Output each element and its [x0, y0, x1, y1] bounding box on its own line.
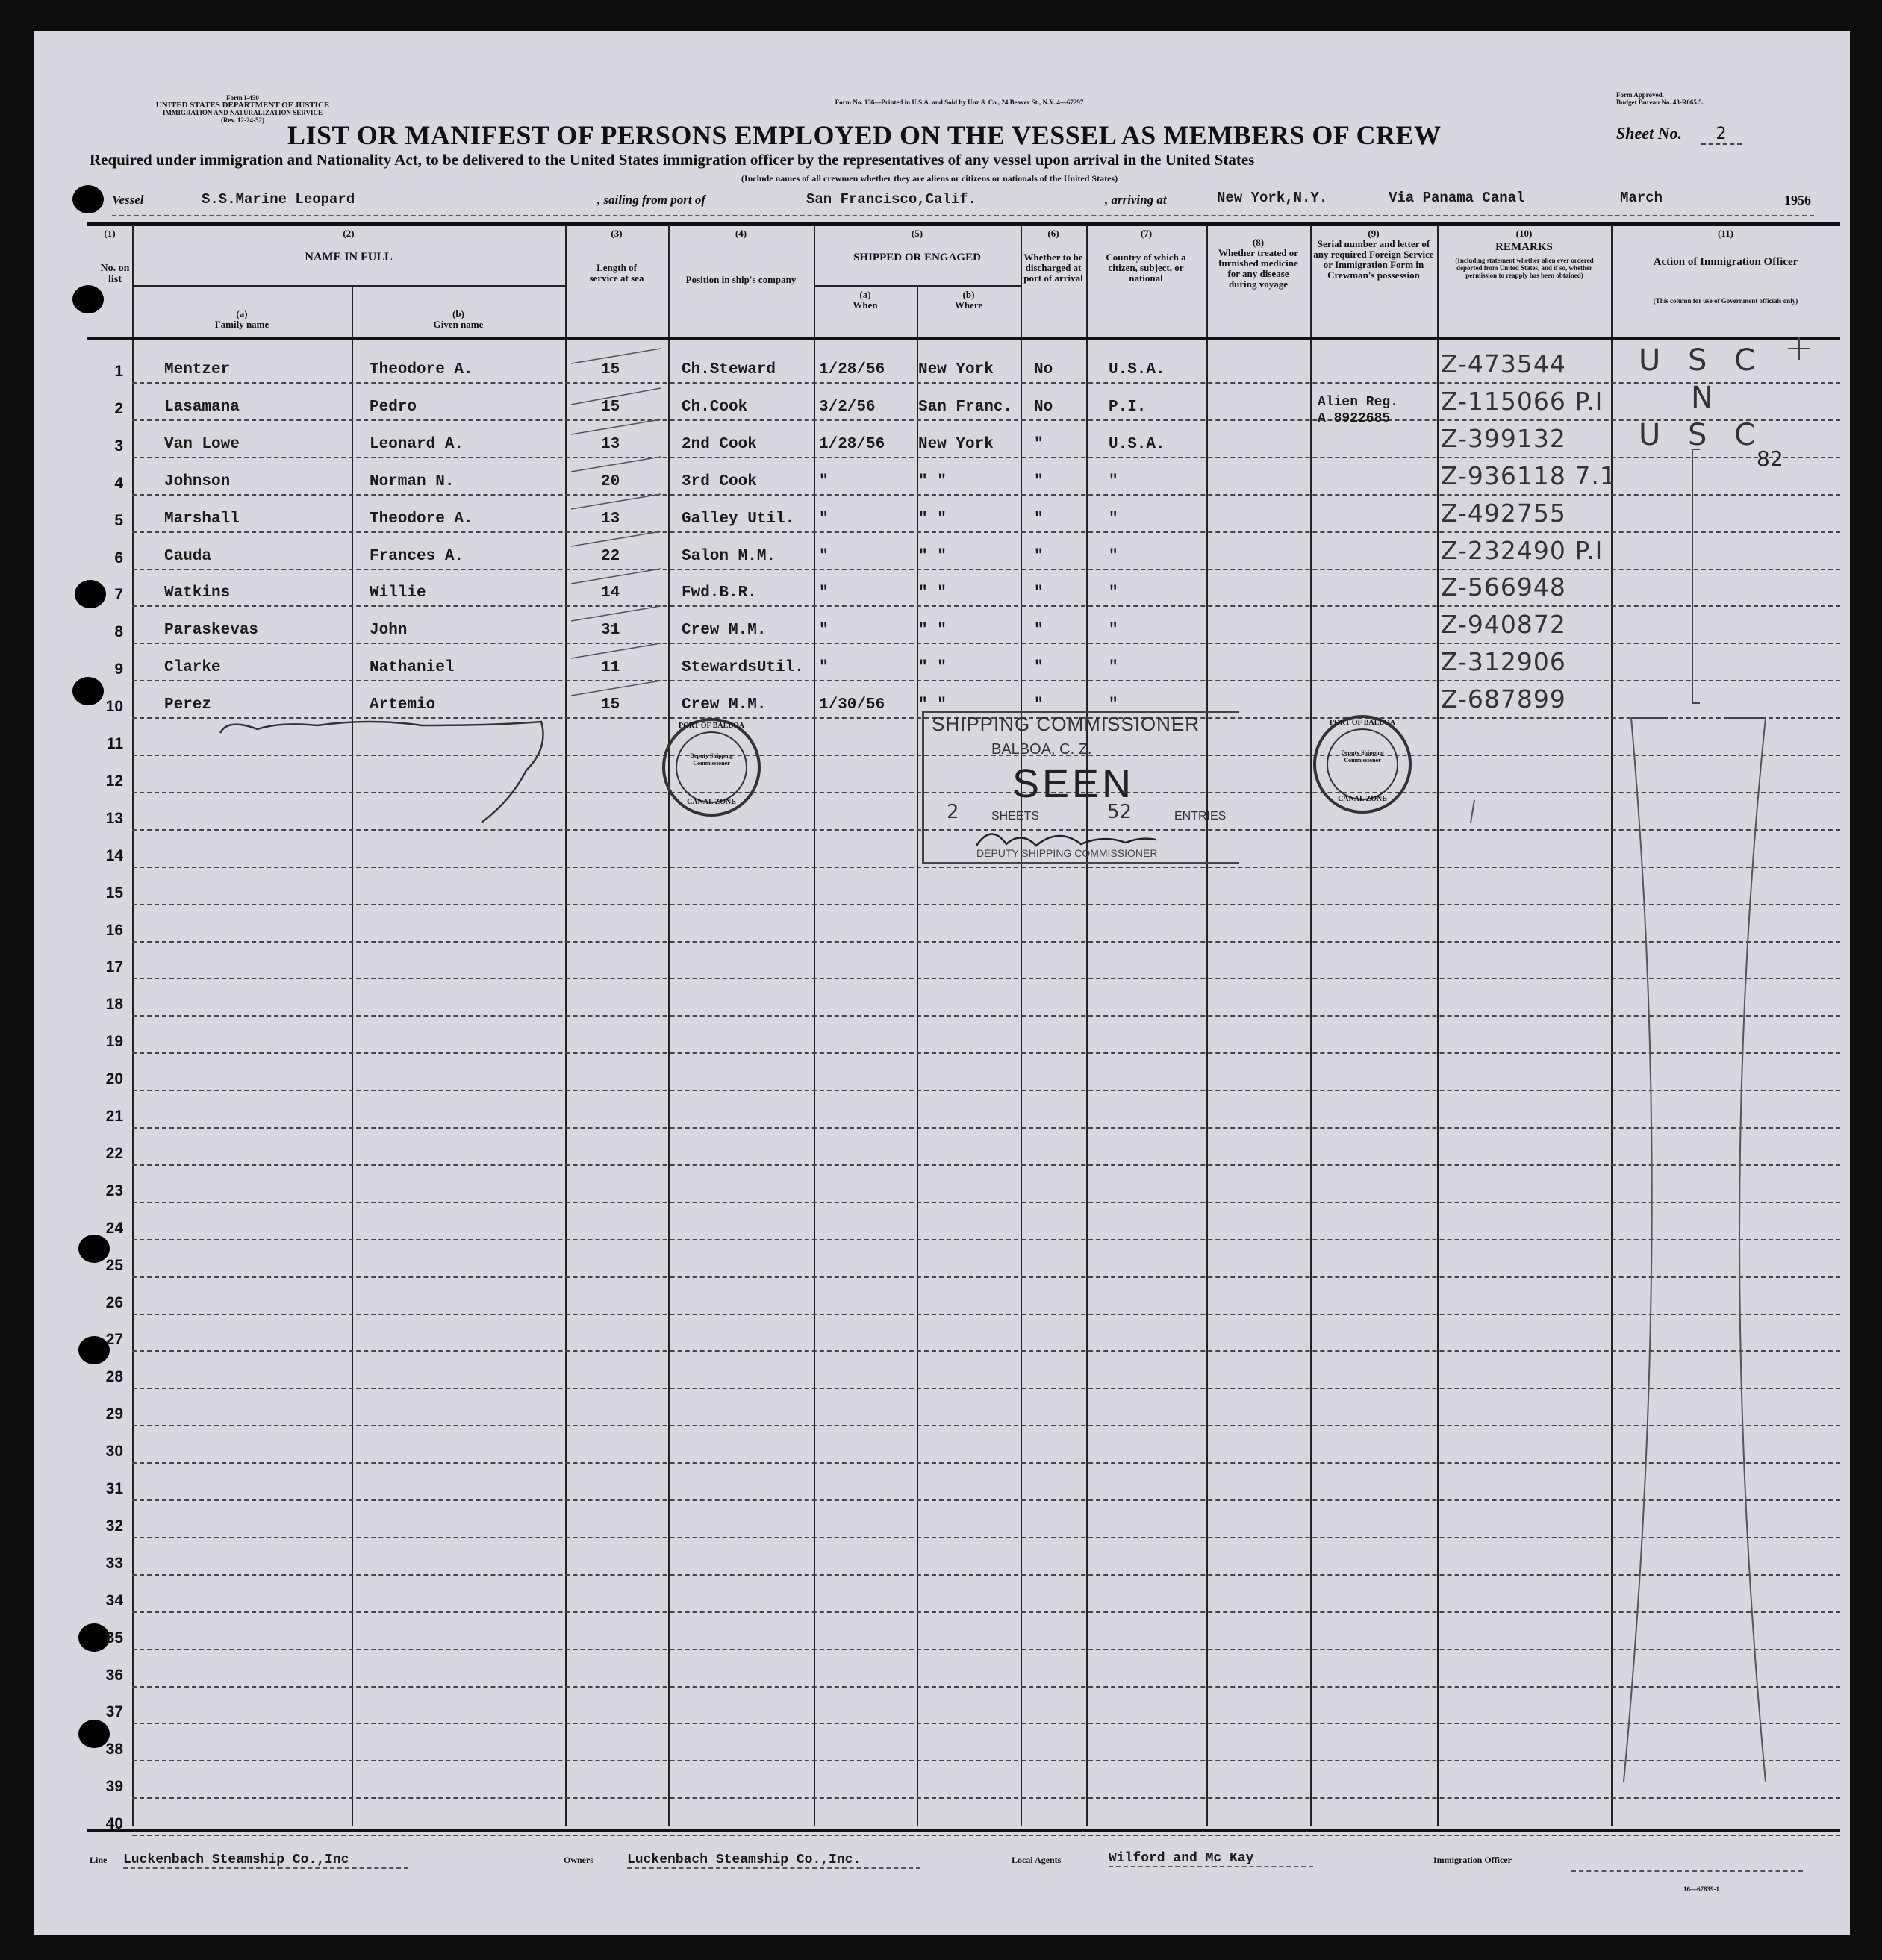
col9-number: (9)	[1368, 228, 1380, 239]
row-number: 19	[105, 1033, 123, 1051]
cell-service: 14	[601, 584, 620, 602]
cell-remark: Z-312906	[1441, 647, 1566, 677]
col1-header: No. on list	[100, 263, 130, 285]
commissioner-title: SHIPPING COMMISSIONER	[932, 713, 1200, 735]
arriving-at: New York,N.Y.	[1217, 190, 1328, 206]
row-number: 38	[105, 1741, 123, 1758]
row-number: 28	[105, 1368, 123, 1386]
cell-when: "	[819, 472, 829, 490]
sheets-label: SHEETS	[991, 810, 1040, 823]
cell-position: Ch.Cook	[682, 398, 748, 416]
cell-family: Marshall	[164, 510, 240, 528]
cell-where: San Franc.	[918, 398, 1013, 416]
stamp-middle-text: Deputy Shipping Commissioner	[1341, 749, 1384, 764]
col2b-header: (b) Given name	[433, 308, 484, 330]
cell-service: 20	[601, 472, 620, 490]
shipping-commissioner-stamp	[922, 711, 1239, 864]
col10-header: REMARKS	[1495, 241, 1553, 253]
cell-when: 1/28/56	[819, 435, 885, 453]
col8-header: Whether treated or furnished medicine for any disease during voyage	[1218, 247, 1299, 290]
cell-family: Clarke	[164, 659, 221, 677]
cell-service: 13	[601, 510, 620, 528]
cell-when: "	[819, 584, 829, 602]
row-number: 39	[105, 1778, 123, 1796]
cell-family: Cauda	[164, 547, 212, 565]
cell-given: John	[370, 622, 408, 640]
sheets-value: 2	[947, 801, 959, 823]
cell-country: "	[1109, 510, 1118, 528]
row-number: 35	[105, 1629, 123, 1647]
col3-number: (3)	[611, 228, 623, 239]
cell-discharged: "	[1034, 435, 1044, 453]
margin-note: 82	[1757, 446, 1783, 471]
cell-where: " "	[918, 659, 947, 677]
cell-family: Watkins	[164, 584, 231, 602]
row-number: 4	[114, 474, 123, 492]
col2-header: NAME IN FULL	[305, 251, 393, 263]
cell-country: U.S.A.	[1109, 361, 1165, 378]
row-number: 11	[106, 735, 123, 752]
row-number: 1	[114, 363, 123, 380]
row-number: 16	[105, 921, 123, 939]
form-code: 16—67839-1	[1683, 1885, 1719, 1893]
row-number: 40	[105, 1815, 123, 1833]
col10-note: (Including statement whether alien ever ordered deported from United States, and if so, whether permission to reapply has been obtained)	[1455, 257, 1594, 279]
col5-number: (5)	[911, 228, 923, 239]
row-number: 32	[105, 1517, 123, 1535]
cell-given: Theodore A.	[370, 361, 473, 378]
revision-date: (Rev. 12-24-52)	[221, 116, 264, 124]
subtitle: Required under immigration and Nationality Act, to be delivered to the United States immigration officer by the representatives of any vessel upon arrival in the United States	[90, 151, 1255, 169]
officer-label: Immigration Officer	[1433, 1855, 1512, 1865]
cell-remark: Z-473544	[1441, 349, 1566, 378]
cell-when: "	[819, 547, 829, 565]
arriving-label: , arriving at	[1105, 193, 1167, 207]
cell-family: Mentzer	[164, 361, 231, 378]
cell-serial: Alien Reg. A 8922685	[1318, 394, 1399, 426]
col7-number: (7)	[1140, 228, 1153, 239]
subnote: (Include names of all crewmen whether they are aliens or citizens or nationals of the United States)	[741, 173, 1118, 184]
cell-remark: Z-936118 7.1	[1441, 461, 1616, 490]
cell-country: "	[1109, 622, 1118, 640]
cell-discharged: "	[1034, 472, 1044, 490]
sheet-number-label: Sheet No.	[1616, 124, 1682, 143]
cell-remark: Z-115066 P.I	[1441, 386, 1604, 416]
cell-position: 3rd Cook	[682, 472, 757, 490]
cell-discharged: "	[1034, 659, 1044, 677]
officer-line	[1571, 1870, 1803, 1872]
row-number: 36	[105, 1666, 123, 1684]
owners-label: Owners	[564, 1855, 593, 1865]
col5-header: SHIPPED OR ENGAGED	[853, 252, 981, 263]
row-number: 20	[105, 1070, 123, 1088]
footer-line	[90, 1853, 1807, 1875]
cell-country: "	[1109, 584, 1118, 602]
row-number: 24	[105, 1219, 123, 1237]
cell-service: 15	[601, 696, 620, 714]
sheet-number-value: 2	[1701, 125, 1742, 145]
entries-label: ENTRIES	[1174, 810, 1227, 823]
row-number: 31	[105, 1480, 123, 1497]
sailing-label: , sailing from port of	[597, 193, 705, 207]
cell-given: Theodore A.	[370, 510, 473, 528]
col2a-header: (a) Family name	[214, 308, 269, 330]
col8-number: (8)	[1252, 237, 1265, 248]
stamp-top-text: PORT OF BALBOA	[679, 722, 744, 730]
row-number: 17	[105, 958, 123, 976]
form-id: Form I-450	[226, 94, 259, 102]
row-number: 6	[114, 549, 123, 567]
col11-note: (This column for use of Government officials only)	[1653, 297, 1798, 305]
stamp-bottom-text: CANAL ZONE	[687, 798, 736, 806]
cell-country: "	[1109, 659, 1118, 677]
cell-country: P.I.	[1109, 398, 1147, 416]
col11-number: (11)	[1718, 228, 1733, 239]
cell-remark: Z-687899	[1441, 684, 1566, 714]
col5a-header: (a) When	[853, 289, 878, 310]
cell-when: 3/2/56	[819, 398, 876, 416]
stamp-top-text: PORT OF BALBOA	[1330, 719, 1395, 727]
row-number: 30	[105, 1443, 123, 1461]
cell-given: Norman N.	[370, 472, 455, 490]
cell-when: 1/30/56	[819, 696, 885, 714]
cell-given: Willie	[370, 584, 426, 602]
cell-where: " "	[918, 584, 947, 602]
arrival-year: 1956	[1784, 193, 1811, 207]
cell-given: Artemio	[370, 696, 436, 714]
commissioner-seen: SEEN	[1012, 761, 1135, 806]
col6-header: Whether to be discharged at port of arrival	[1023, 252, 1083, 284]
vessel-label: Vessel	[112, 193, 144, 207]
cell-service: 31	[601, 622, 620, 640]
row-number: 23	[105, 1182, 123, 1199]
department-name: UNITED STATES DEPARTMENT OF JUSTICE	[155, 101, 330, 110]
row-number: 2	[114, 399, 123, 417]
row-number: 37	[105, 1703, 123, 1721]
cell-remark: Z-940872	[1441, 610, 1566, 640]
row-number: 29	[105, 1405, 123, 1423]
cell-country: U.S.A.	[1109, 435, 1165, 453]
page-title: LIST OR MANIFEST OF PERSONS EMPLOYED ON THE VESSEL AS MEMBERS OF CREW	[287, 120, 1442, 150]
row-number: 8	[114, 623, 123, 641]
row-number: 7	[114, 586, 123, 604]
sailing-from: San Francisco,Calif.	[806, 191, 977, 207]
owners-value: Luckenbach Steamship Co.,Inc.	[627, 1853, 920, 1869]
cell-where: " "	[918, 472, 947, 490]
cell-position: Galley Util.	[682, 510, 795, 528]
cell-remark: Z-399132	[1441, 423, 1566, 453]
row-number: 34	[105, 1591, 123, 1609]
col4-header: Position in ship's company	[685, 274, 797, 285]
cell-when: "	[819, 510, 829, 528]
stamp-bottom-text: CANAL ZONE	[1338, 795, 1387, 803]
cell-country: "	[1109, 547, 1118, 565]
row-number: 18	[105, 996, 123, 1014]
cell-discharged: No	[1034, 398, 1053, 416]
cell-remark: Z-566948	[1441, 572, 1566, 602]
commissioner-place: BALBOA, C. Z.	[991, 741, 1092, 758]
line-value: Luckenbach Steamship Co.,Inc	[123, 1853, 408, 1869]
cell-where: New York	[918, 435, 994, 453]
vessel-name: S.S.Marine Leopard	[202, 191, 355, 207]
col7-header: Country of which a citizen, subject, or national	[1106, 252, 1186, 284]
cell-family: Perez	[164, 696, 212, 714]
cell-when: "	[819, 622, 829, 640]
col5b-header: (b) Where	[954, 289, 983, 310]
cell-discharged: "	[1034, 547, 1044, 565]
row-number: 33	[105, 1554, 123, 1572]
row-number: 25	[105, 1256, 123, 1274]
cell-family: Lasamana	[164, 398, 240, 416]
row-number: 12	[105, 772, 123, 790]
cell-given: Pedro	[370, 398, 417, 416]
handwritten-marks	[34, 31, 1850, 1935]
cell-position: StewardsUtil.	[682, 659, 804, 677]
form-approved: Form Approved.	[1616, 91, 1664, 99]
cell-country: "	[1109, 696, 1118, 714]
col4-number: (4)	[735, 228, 747, 239]
service-name: IMMIGRATION AND NATURALIZATION SERVICE	[163, 109, 323, 116]
stamp-middle-text: Deputy Shipping Commissioner	[690, 752, 733, 767]
agents-value: Wilford and Mc Kay	[1109, 1851, 1313, 1867]
row-number: 22	[105, 1144, 123, 1162]
cell-discharged: "	[1034, 584, 1044, 602]
cell-discharged: "	[1034, 510, 1044, 528]
cell-position: Salon M.M.	[682, 547, 776, 565]
via-route: Via Panama Canal	[1389, 190, 1525, 206]
cell-position: Fwd.B.R.	[682, 584, 757, 602]
row-number: 26	[105, 1293, 123, 1311]
cell-when: "	[819, 659, 829, 677]
cell-country: "	[1109, 472, 1118, 490]
row-number: 21	[105, 1108, 123, 1125]
arrival-month: March	[1620, 190, 1663, 206]
budget-bureau: Budget Bureau No. 43-R065.5.	[1616, 99, 1704, 106]
cell-service: 13	[601, 435, 620, 453]
entries-value: 52	[1107, 801, 1132, 823]
cell-position: Crew M.M.	[682, 622, 767, 640]
cell-action: U S C	[1639, 417, 1765, 452]
cell-discharged: "	[1034, 696, 1044, 714]
cell-action: N	[1691, 380, 1722, 415]
cell-when: 1/28/56	[819, 361, 885, 378]
cell-position: Crew M.M.	[682, 696, 767, 714]
cell-where: " "	[918, 622, 947, 640]
agents-label: Local Agents	[1012, 1855, 1062, 1865]
cell-discharged: No	[1034, 361, 1053, 378]
row-number: 9	[114, 661, 123, 678]
cell-service: 15	[601, 398, 620, 416]
cell-remark: Z-232490 P.I	[1441, 535, 1604, 565]
row-number: 27	[105, 1331, 123, 1349]
cell-given: Frances A.	[370, 547, 464, 565]
col9-header: Serial number and letter of any required Foreign Service or Immigration Form in Crewman's possession	[1313, 238, 1434, 281]
cell-given: Nathaniel	[370, 659, 455, 677]
cell-where: " "	[918, 696, 947, 714]
cell-service: 11	[601, 659, 620, 677]
cell-service: 15	[601, 361, 620, 378]
col6-number: (6)	[1047, 228, 1059, 239]
cell-where: New York	[918, 361, 994, 378]
line-label: Line	[90, 1855, 108, 1865]
col1-number: (1)	[104, 228, 116, 239]
row-number: 14	[105, 846, 123, 864]
cell-remark: Z-492755	[1441, 498, 1566, 528]
port-of-balboa-stamp	[1313, 715, 1412, 814]
cell-where: " "	[918, 547, 947, 565]
commissioner-deputy: DEPUTY SHIPPING COMMISSIONER	[976, 847, 1158, 859]
cell-given: Leonard A.	[370, 435, 464, 453]
row-number: 3	[114, 437, 123, 455]
row-number: 10	[105, 698, 123, 716]
row-number: 15	[105, 884, 123, 902]
cell-where: " "	[918, 510, 947, 528]
col11-header: Action of Immigration Officer	[1653, 256, 1798, 268]
cell-position: Ch.Steward	[682, 361, 776, 378]
cell-action: U S C	[1639, 343, 1765, 378]
printer-line: Form No. 136—Printed in U.S.A. and Sold by Unz & Co., 24 Beaver St., N.Y. 4—67297	[835, 99, 1084, 106]
manifest-sheet	[34, 31, 1850, 1935]
cell-discharged: "	[1034, 622, 1044, 640]
col10-number: (10)	[1515, 228, 1533, 239]
col2-number: (2)	[343, 228, 355, 239]
row-number: 13	[105, 809, 123, 827]
cell-family: Johnson	[164, 472, 231, 490]
cell-family: Paraskevas	[164, 622, 259, 640]
cell-family: Van Lowe	[164, 435, 240, 453]
row-number: 5	[114, 511, 123, 529]
cell-service: 22	[601, 547, 620, 565]
cell-position: 2nd Cook	[682, 435, 757, 453]
col3-header: Length of service at sea	[589, 262, 644, 284]
port-of-balboa-stamp	[662, 718, 761, 817]
